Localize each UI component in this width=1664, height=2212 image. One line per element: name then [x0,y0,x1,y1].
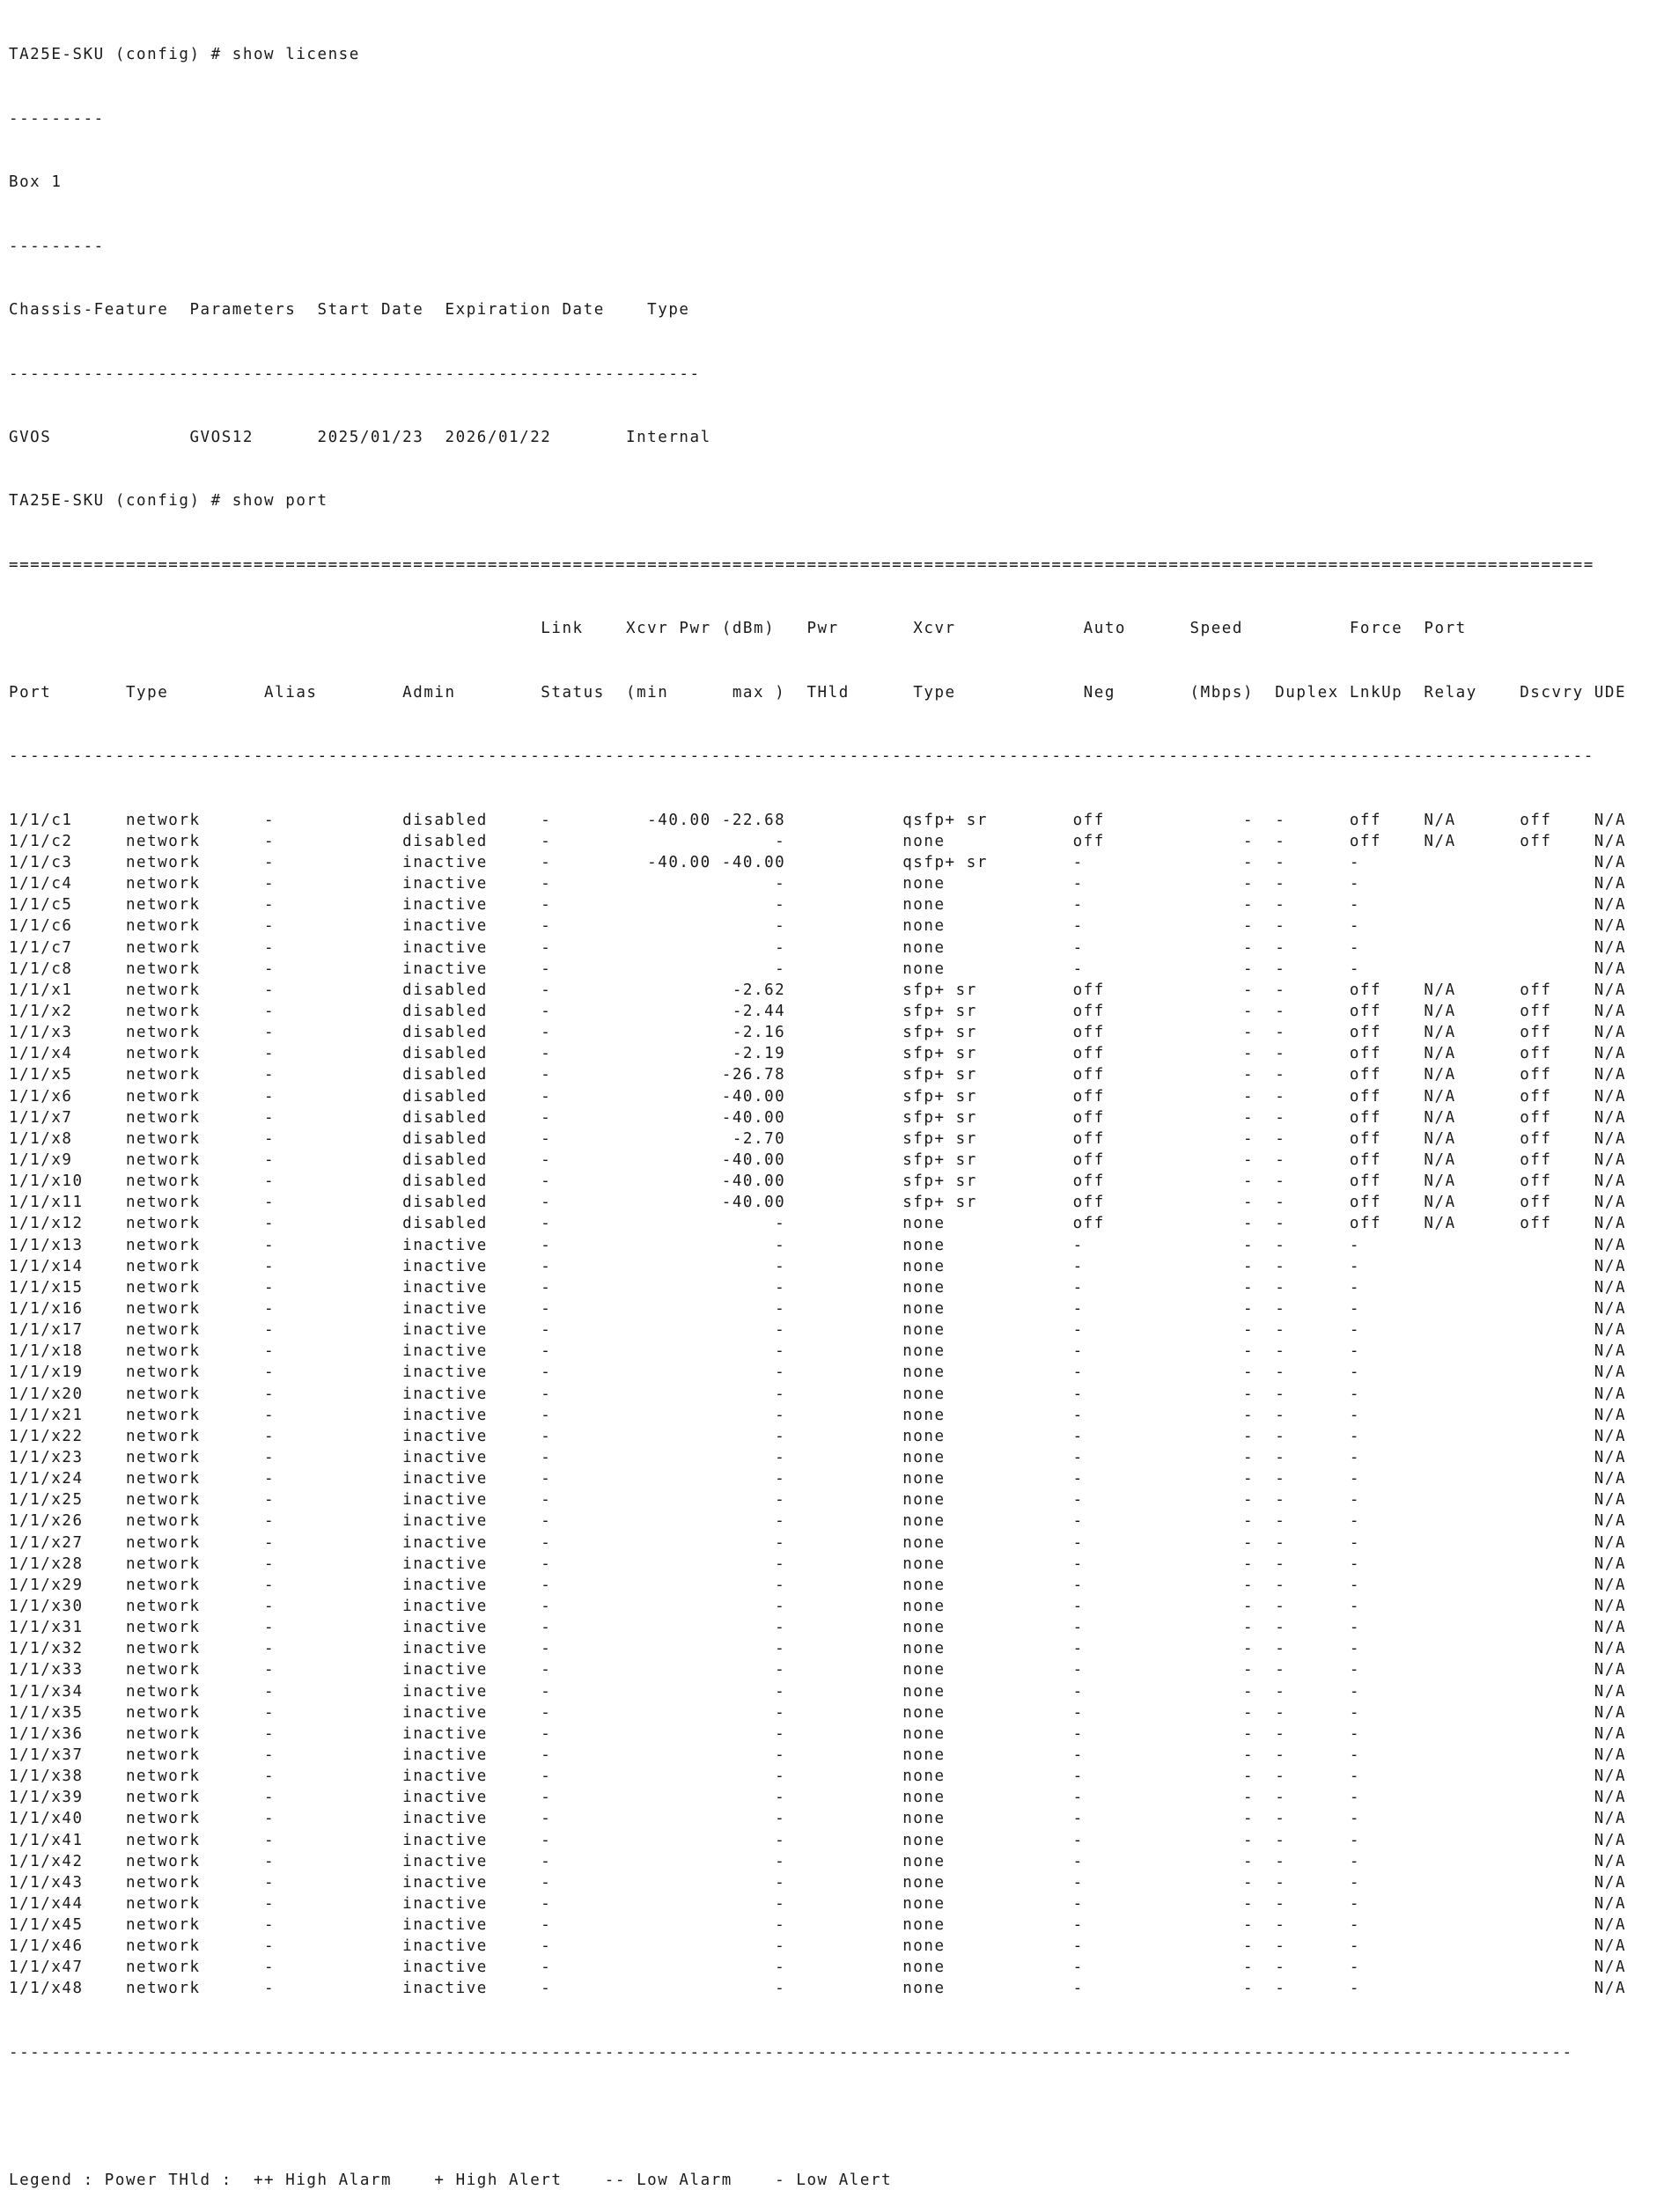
port-table-header-row-1: Link Xcvr Pwr (dBm) Pwr Xcvr Auto Speed Force Port [9,620,1467,638]
port-table-header-row-2: Port Type Alias Admin Status (min max ) THld Type Neg (Mbps) Duplex LnkUp Relay Dscvry UDE [9,683,1627,702]
port-table-row: 1/1/x7 network - disabled - -40.00 sfp+ sr off - - off N/A off N/A [9,1108,1627,1127]
license-separator-bottom: --------- [9,237,105,255]
port-table-row: 1/1/x2 network - disabled - -2.44 sfp+ sr off - - off N/A off N/A [9,1003,1627,1021]
port-table-row: 1/1/x18 network - inactive - - none - - - - N/A [9,1342,1627,1361]
port-table-row: 1/1/c6 network - inactive - - none - - - - N/A [9,917,1627,936]
port-table-row: 1/1/x6 network - disabled - -40.00 sfp+ sr off - - off N/A off N/A [9,1087,1627,1106]
license-table-row: GVOS GVOS12 2025/01/23 2026/01/22 Internal [9,429,711,447]
port-table-row: 1/1/x41 network - inactive - - none - - - - N/A [9,1831,1627,1849]
port-table-row: 1/1/x38 network - inactive - - none - - - - N/A [9,1767,1627,1786]
port-table-row: 1/1/x1 network - disabled - -2.62 sfp+ sr off - - off N/A off N/A [9,981,1627,999]
port-table-bottom-rule: --------------------------------------------------------------------------------------------------------------------------------------------------- [9,2043,1573,2061]
license-table-header: Chassis-Feature Parameters Start Date Expiration Date Type [9,301,690,320]
port-table-row: 1/1/x39 network - inactive - - none - - - - N/A [9,1789,1627,1807]
port-table-row: 1/1/x37 network - inactive - - none - - - - N/A [9,1745,1627,1764]
port-table-row: 1/1/x27 network - inactive - - none - - - - N/A [9,1533,1627,1552]
port-table-row: 1/1/c3 network - inactive - -40.00 -40.00 qsfp+ sr - - - - N/A [9,854,1627,872]
port-table-row: 1/1/x29 network - inactive - - none - - - - N/A [9,1576,1627,1594]
port-table-row: 1/1/x16 network - inactive - - none - - - - N/A [9,1299,1627,1318]
port-table-body [9,810,1664,2000]
port-table-row: 1/1/x33 network - inactive - - none - - - - N/A [9,1661,1627,1679]
license-table-rule: ----------------------------------------------------------------- [9,364,701,383]
license-command-prompt: TA25E-SKU (config) # show license [9,46,360,64]
port-table-row: 1/1/x21 network - inactive - - none - - - - N/A [9,1406,1627,1424]
port-table-row: 1/1/c1 network - disabled - -40.00 -22.68 qsfp+ sr off - - off N/A off N/A [9,811,1627,829]
port-table-row: 1/1/x32 network - inactive - - none - - - - N/A [9,1640,1627,1658]
port-table-top-rule: ===================================================================================================================================================== [9,555,1594,574]
port-table-row: 1/1/x36 network - inactive - - none - - - - N/A [9,1724,1627,1743]
port-table-row: 1/1/x26 network - inactive - - none - - - - N/A [9,1512,1627,1531]
port-table-row: 1/1/x3 network - disabled - -2.16 sfp+ sr off - - off N/A off N/A [9,1024,1627,1042]
port-table-row: 1/1/x44 network - inactive - - none - - - - N/A [9,1894,1627,1913]
port-command-prompt: TA25E-SKU (config) # show port [9,492,328,511]
power-threshold-legend: Legend : Power THld : ++ High Alarm + High Alert -- Low Alarm - Low Alert [9,2171,893,2189]
port-table-row: 1/1/x25 network - inactive - - none - - - - N/A [9,1491,1627,1510]
port-table-row: 1/1/c4 network - inactive - - none - - - - N/A [9,875,1627,893]
port-table-row: 1/1/c2 network - disabled - - none off - - off N/A off N/A [9,832,1627,850]
port-table-row: 1/1/x10 network - disabled - -40.00 sfp+ sr off - - off N/A off N/A [9,1172,1627,1191]
port-table-row: 1/1/x23 network - inactive - - none - - - - N/A [9,1448,1627,1466]
port-table-row: 1/1/c7 network - inactive - - none - - - - N/A [9,938,1627,957]
port-table-row: 1/1/x24 network - inactive - - none - - - - N/A [9,1470,1627,1488]
port-table-header-rule: ----------------------------------------------------------------------------------------------------------------------------------------------------- [9,747,1594,766]
license-separator-top: --------- [9,109,105,128]
port-table-row: 1/1/x5 network - disabled - -26.78 sfp+ sr off - - off N/A off N/A [9,1066,1627,1084]
port-table-row: 1/1/x45 network - inactive - - none - - - - N/A [9,1916,1627,1935]
port-table-row: 1/1/x48 network - inactive - - none - - - - N/A [9,1980,1627,1998]
port-table-row: 1/1/x11 network - disabled - -40.00 sfp+ sr off - - off N/A off N/A [9,1194,1627,1212]
port-table-row: 1/1/x42 network - inactive - - none - - - - N/A [9,1852,1627,1870]
port-table-row: 1/1/x15 network - inactive - - none - - - - N/A [9,1278,1627,1297]
port-table-row: 1/1/c8 network - inactive - - none - - - - N/A [9,959,1627,978]
port-table-row: 1/1/x14 network - inactive - - none - - - - N/A [9,1257,1627,1275]
port-table-row: 1/1/x47 network - inactive - - none - - - - N/A [9,1958,1627,1977]
port-table-row: 1/1/x17 network - inactive - - none - - - - N/A [9,1321,1627,1340]
port-table-row: 1/1/x30 network - inactive - - none - - - - N/A [9,1597,1627,1615]
port-table-row: 1/1/x28 network - inactive - - none - - - - N/A [9,1554,1627,1573]
port-table-row: 1/1/x34 network - inactive - - none - - - - N/A [9,1682,1627,1701]
port-table-row: 1/1/x35 network - inactive - - none - - - - N/A [9,1703,1627,1722]
port-table-row: 1/1/x12 network - disabled - - none off - - off N/A off N/A [9,1215,1627,1233]
blank-line [9,2105,1664,2127]
port-table-row: 1/1/x31 network - inactive - - none - - - - N/A [9,1619,1627,1637]
port-table-row: 1/1/x46 network - inactive - - none - - - - N/A [9,1937,1627,1956]
port-table-row: 1/1/x43 network - inactive - - none - - - - N/A [9,1873,1627,1892]
port-table-row: 1/1/x8 network - disabled - -2.70 sfp+ sr off - - off N/A off N/A [9,1129,1627,1148]
port-table-row: 1/1/x19 network - inactive - - none - - - - N/A [9,1363,1627,1382]
port-table-row: 1/1/x4 network - disabled - -2.19 sfp+ sr off - - off N/A off N/A [9,1045,1627,1063]
license-box-label: Box 1 [9,173,63,192]
port-table-row: 1/1/x13 network - inactive - - none - - - - N/A [9,1236,1627,1254]
port-table-row: 1/1/c5 network - inactive - - none - - - - N/A [9,896,1627,915]
port-table-row: 1/1/x9 network - disabled - -40.00 sfp+ sr off - - off N/A off N/A [9,1151,1627,1169]
port-table-row: 1/1/x22 network - inactive - - none - - - - N/A [9,1427,1627,1445]
port-table-row: 1/1/x40 network - inactive - - none - - - - N/A [9,1810,1627,1828]
port-table-row: 1/1/x20 network - inactive - - none - - - - N/A [9,1385,1627,1403]
